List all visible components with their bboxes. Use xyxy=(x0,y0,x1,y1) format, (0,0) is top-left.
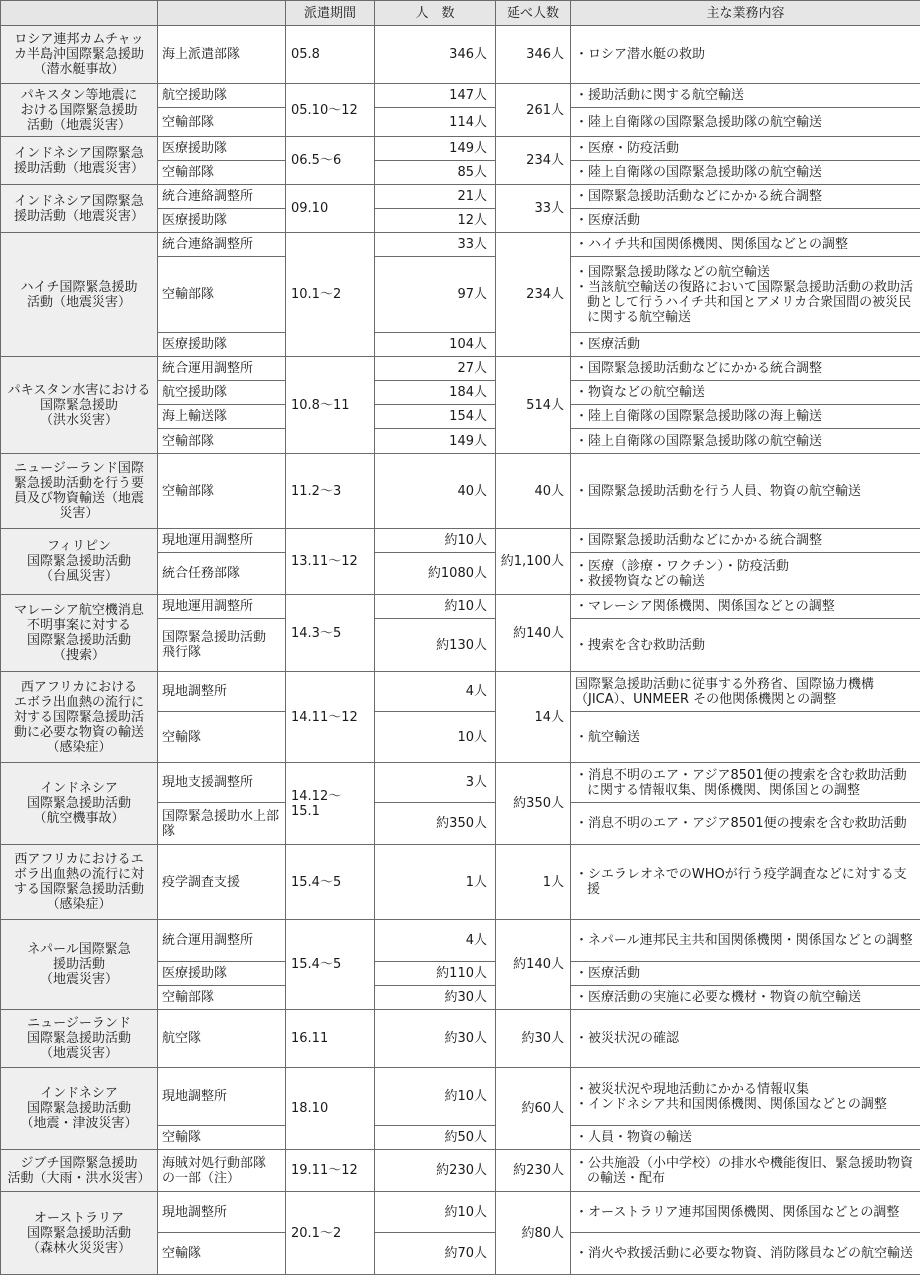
table-row xyxy=(1,529,920,553)
event-name-line: （航空機事故） xyxy=(33,811,125,826)
personnel-count: 約10人 xyxy=(375,529,496,553)
total-personnel: 346人 xyxy=(496,26,571,84)
duty-item: ・消火や救援活動に必要な物資、消防隊員などの航空輸送 xyxy=(575,1246,914,1261)
event-name-cell xyxy=(1,1150,158,1192)
event-name-line: ニュージーランド xyxy=(27,1016,131,1031)
table-row xyxy=(1,1068,920,1126)
event-name-line: インドネシア国際緊急 xyxy=(14,193,144,209)
table-row xyxy=(1,357,920,381)
main-duties-cell xyxy=(571,962,920,986)
unit-name-cell xyxy=(158,553,286,595)
unit-name-line: 飛行隊 xyxy=(162,645,202,660)
header-period: 派遣期間 xyxy=(286,1,375,26)
main-duties-cell xyxy=(571,529,920,553)
unit-name-cell xyxy=(158,803,286,845)
personnel-count: 33人 xyxy=(375,233,496,257)
event-name-line: インドネシア国際緊急 xyxy=(14,145,144,161)
event-name-cell xyxy=(1,1010,158,1068)
dispatch-period: 11.2～3 xyxy=(286,454,375,529)
main-duties-cell xyxy=(571,161,920,185)
event-name-cell xyxy=(1,233,158,357)
duty-item: ・医療・防疫活動 xyxy=(575,141,680,156)
duty-item: ・捜索を含む救助活動 xyxy=(575,637,706,653)
unit-name-line: 医療援助隊 xyxy=(162,213,228,228)
personnel-count: 約30人 xyxy=(375,1010,496,1068)
personnel-count: 約70人 xyxy=(375,1233,496,1275)
event-name-line: インドネシア xyxy=(40,1086,118,1101)
event-name-line: マレーシア航空機消息 xyxy=(14,603,144,618)
total-personnel: 1人 xyxy=(496,845,571,920)
personnel-count: 約30人 xyxy=(375,986,496,1010)
dispatch-period: 15.4～5 xyxy=(286,845,375,920)
dispatch-period: 09.10 xyxy=(286,185,375,233)
event-name-cell xyxy=(1,454,158,529)
duty-item: ・医療活動 xyxy=(575,337,641,352)
event-name-line: （地震災害） xyxy=(39,972,118,987)
main-duties-cell xyxy=(571,763,920,803)
unit-name-line: 現地調整所 xyxy=(162,1204,228,1220)
event-name-line: 国際緊急援助活動 xyxy=(26,633,131,648)
unit-name-line: の一部（注） xyxy=(162,1170,241,1186)
table-row xyxy=(1,454,920,529)
personnel-count: 約50人 xyxy=(375,1126,496,1150)
event-name-line: 援助活動（地震災害） xyxy=(13,160,144,176)
total-personnel: 約1,100人 xyxy=(496,529,571,595)
unit-name-cell xyxy=(158,84,286,108)
total-personnel: 14人 xyxy=(496,672,571,763)
unit-name-cell xyxy=(158,454,286,529)
main-duties-cell xyxy=(571,672,920,712)
main-duties-cell xyxy=(571,986,920,1010)
unit-name-cell xyxy=(158,405,286,429)
duty-item: ・国際緊急援助活動を行う人員、物資の航空輸送 xyxy=(575,483,862,499)
unit-name-cell xyxy=(158,1150,286,1192)
total-personnel: 約140人 xyxy=(496,920,571,1010)
unit-name-cell xyxy=(158,185,286,209)
duty-item: ・国際緊急援助隊などの航空輸送 xyxy=(575,264,771,280)
main-duties-cell xyxy=(571,712,920,763)
personnel-count: 149人 xyxy=(375,137,496,161)
duty-item: ・陸上自衛隊の国際緊急援助隊の航空輸送 xyxy=(575,433,823,449)
table-row xyxy=(1,672,920,712)
event-name-line: 援助活動 xyxy=(52,957,105,972)
main-duties-cell xyxy=(571,185,920,209)
event-name-cell xyxy=(1,84,158,137)
event-name-line: オーストラリア xyxy=(33,1210,125,1226)
unit-name-line: 現地運用調整所 xyxy=(162,533,254,548)
duty-item: ・人員・物資の輸送 xyxy=(575,1130,693,1145)
personnel-count: 40人 xyxy=(375,454,496,529)
personnel-count: 27人 xyxy=(375,357,496,381)
main-duties-cell xyxy=(571,553,920,595)
table-row xyxy=(1,233,920,257)
unit-name-cell xyxy=(158,1126,286,1150)
total-personnel: 514人 xyxy=(496,357,571,454)
unit-name-cell xyxy=(158,233,286,257)
duty-item: ・航空輸送 xyxy=(575,729,641,745)
personnel-count: 約10人 xyxy=(375,1192,496,1233)
personnel-count: 104人 xyxy=(375,333,496,357)
personnel-count: 85人 xyxy=(375,161,496,185)
event-name-line: 国際緊急援助活動 xyxy=(26,796,131,811)
duty-item: ・消息不明のエア・アジア8501便の捜索を含む救助活動に関する情報収集、関係機関、関係国との調整 xyxy=(575,767,907,798)
main-duties-cell xyxy=(571,619,920,672)
unit-name-cell xyxy=(158,209,286,233)
dispatch-period: 14.12～15.1 xyxy=(286,763,375,845)
event-name-line: 援助活動（地震災害） xyxy=(13,208,144,224)
event-name-line: （洪水災害） xyxy=(39,412,118,428)
unit-name-cell xyxy=(158,108,286,137)
unit-name-line: 空輸部隊 xyxy=(162,990,215,1005)
main-duties-cell xyxy=(571,84,920,108)
unit-name-line: 現地支援調整所 xyxy=(162,775,254,790)
event-name-line: する国際緊急援助活動 xyxy=(13,882,144,897)
duty-item: ・公共施設（小中学校）の排水や機能復旧、緊急援助物資の輸送・配布 xyxy=(575,1155,914,1186)
event-name-line: 不明事案に対する xyxy=(26,618,131,633)
event-name-line: 対する国際緊急援助活 xyxy=(13,709,144,725)
dispatch-period: 10.1～2 xyxy=(286,233,375,357)
main-duties-cell xyxy=(571,26,920,84)
event-name-line: 国際緊急援助活動 xyxy=(26,1225,131,1241)
personnel-count: 97人 xyxy=(375,257,496,333)
event-name-line: 国際緊急援助 xyxy=(39,397,118,413)
unit-name-cell xyxy=(158,257,286,333)
unit-name-line: 現地調整所 xyxy=(162,684,228,699)
total-personnel: 約350人 xyxy=(496,763,571,845)
main-duties-cell xyxy=(571,1150,920,1192)
event-name-line: ハイチ国際緊急援助 xyxy=(20,279,138,295)
dispatch-period: 05.10～12 xyxy=(286,84,375,137)
unit-name-line: 航空援助隊 xyxy=(162,88,228,103)
dispatch-period: 16.11 xyxy=(286,1010,375,1068)
header-unit xyxy=(158,1,286,26)
duty-item: ・当該航空輸送の復路において国際緊急援助活動の救助活動として行うハイチ共和国とアメリカ合衆国間の被災民に関する航空輸送 xyxy=(575,279,914,325)
personnel-count: 約1080人 xyxy=(375,553,496,595)
unit-name-line: 医療援助隊 xyxy=(162,337,228,352)
unit-name-cell xyxy=(158,333,286,357)
table-row xyxy=(1,763,920,803)
event-name-line: （感染症） xyxy=(46,739,112,755)
unit-name-cell xyxy=(158,986,286,1010)
duty-item: ・医療（診療・ワクチン）・防疫活動 xyxy=(575,558,789,574)
dispatch-period: 05.8 xyxy=(286,26,375,84)
event-name-line: （潜水艇事故） xyxy=(33,62,125,77)
personnel-count: 約110人 xyxy=(375,962,496,986)
unit-name-line: 統合任務部隊 xyxy=(162,566,241,581)
table-row xyxy=(1,845,920,920)
event-name-cell xyxy=(1,1192,158,1275)
personnel-count: 10人 xyxy=(375,712,496,763)
event-name-cell xyxy=(1,26,158,84)
event-name-cell xyxy=(1,595,158,672)
main-duties-cell xyxy=(571,595,920,619)
unit-name-line: 国際緊急援助水上部隊 xyxy=(162,808,280,839)
event-name-line: 活動（地震災害） xyxy=(26,117,131,133)
table-row xyxy=(1,1192,920,1233)
event-name-line: パキスタン水害における xyxy=(7,382,151,398)
duty-item: ・国際緊急援助活動などにかかる統合調整 xyxy=(575,533,823,548)
unit-name-cell xyxy=(158,619,286,672)
unit-name-line: 空輸部隊 xyxy=(162,483,215,499)
unit-name-line: 海賊対処行動部隊 xyxy=(162,1155,267,1171)
event-name-line: （台風災害） xyxy=(39,569,118,584)
duty-item: ・陸上自衛隊の国際緊急援助隊の海上輸送 xyxy=(575,409,823,424)
unit-name-cell xyxy=(158,429,286,454)
duty-item: ・医療活動 xyxy=(575,213,641,228)
unit-name-line: 疫学調査支援 xyxy=(162,874,241,890)
unit-name-cell xyxy=(158,161,286,185)
header-row xyxy=(1,1,920,26)
event-name-line: パキスタン等地震に xyxy=(20,87,138,103)
main-duties-cell xyxy=(571,405,920,429)
unit-name-cell xyxy=(158,26,286,84)
event-name-line: エボラ出血熱の流行に xyxy=(13,694,144,710)
unit-name-cell xyxy=(158,1233,286,1275)
unit-name-line: 空輸部隊 xyxy=(162,287,215,302)
main-duties-cell xyxy=(571,429,920,454)
unit-name-line: 空輸部隊 xyxy=(162,433,215,449)
personnel-count: 21人 xyxy=(375,185,496,209)
personnel-count: 149人 xyxy=(375,429,496,454)
duty-item: ・ネパール連邦民主共和国関係機関・関係国などとの調整 xyxy=(575,933,913,948)
main-duties-cell xyxy=(571,920,920,962)
event-name-line: ネパール国際緊急 xyxy=(27,942,131,957)
personnel-count: 1人 xyxy=(375,845,496,920)
personnel-count: 約130人 xyxy=(375,619,496,672)
unit-name-line: 国際緊急援助活動 xyxy=(162,630,267,645)
dispatch-period: 18.10 xyxy=(286,1068,375,1150)
event-name-line: 西アフリカにおける xyxy=(20,679,138,695)
personnel-count: 約230人 xyxy=(375,1150,496,1192)
main-duties-cell xyxy=(571,1010,920,1068)
event-name-line: インドネシア xyxy=(40,781,118,796)
table-row xyxy=(1,1150,920,1192)
duty-item: ・国際緊急援助活動などにかかる統合調整 xyxy=(575,361,823,376)
unit-name-line: 空輸部隊 xyxy=(162,165,215,180)
unit-name-cell xyxy=(158,357,286,381)
event-name-cell xyxy=(1,1068,158,1150)
event-name-cell xyxy=(1,529,158,595)
unit-name-cell xyxy=(158,712,286,763)
unit-name-cell xyxy=(158,672,286,712)
dispatch-period: 13.11～12 xyxy=(286,529,375,595)
unit-name-line: 空輸隊 xyxy=(162,1246,202,1261)
duty-item: ・陸上自衛隊の国際緊急援助隊の航空輸送 xyxy=(575,114,823,130)
table-row xyxy=(1,920,920,962)
total-personnel: 33人 xyxy=(496,185,571,233)
duty-item: ・陸上自衛隊の国際緊急援助隊の航空輸送 xyxy=(575,165,823,180)
event-name-cell xyxy=(1,763,158,845)
unit-name-cell xyxy=(158,1010,286,1068)
main-duties-cell xyxy=(571,803,920,845)
main-duties-cell xyxy=(571,209,920,233)
unit-name-cell xyxy=(158,845,286,920)
unit-name-line: 空輸隊 xyxy=(162,729,202,745)
main-duties-cell xyxy=(571,381,920,405)
dispatch-period: 14.11～12 xyxy=(286,672,375,763)
personnel-count: 約10人 xyxy=(375,595,496,619)
total-personnel: 約60人 xyxy=(496,1068,571,1150)
unit-name-line: 海上輸送隊 xyxy=(162,409,228,424)
event-name-line: ニュージーランド国際 xyxy=(14,461,144,476)
unit-name-cell xyxy=(158,763,286,803)
table-body xyxy=(1,26,920,1275)
event-name-line: （捜索） xyxy=(52,648,105,663)
duty-item: ・ロシア潜水艇の救助 xyxy=(575,47,706,62)
dispatch-period: 14.3～5 xyxy=(286,595,375,672)
duty-item: ・被災状況の確認 xyxy=(575,1031,680,1046)
table-row xyxy=(1,1010,920,1068)
personnel-count: 約10人 xyxy=(375,1068,496,1126)
total-personnel: 234人 xyxy=(496,137,571,185)
unit-name-cell xyxy=(158,529,286,553)
dispatch-period: 06.5～6 xyxy=(286,137,375,185)
duty-item: ・物資などの航空輸送 xyxy=(575,385,706,400)
duty-item: ・国際緊急援助活動などにかかる統合調整 xyxy=(575,189,823,204)
total-personnel: 約230人 xyxy=(496,1150,571,1192)
header-personnel: 人 数 xyxy=(375,1,496,26)
unit-name-line: 現地調整所 xyxy=(162,1089,228,1104)
personnel-count: 114人 xyxy=(375,108,496,137)
unit-name-line: 航空隊 xyxy=(162,1031,202,1046)
dispatch-period: 10.8～11 xyxy=(286,357,375,454)
event-name-line: 国際緊急援助活動 xyxy=(26,1031,131,1046)
duty-item: ・救援物資などの輸送 xyxy=(575,573,706,589)
event-name-cell xyxy=(1,357,158,454)
total-personnel: 約30人 xyxy=(496,1010,571,1068)
duty-item: ・消息不明のエア・アジア8501便の捜索を含む救助活動 xyxy=(575,816,907,831)
duty-item: ・被災状況や現地活動にかかる情報収集 xyxy=(575,1081,810,1097)
event-name-cell xyxy=(1,845,158,920)
main-duties-cell xyxy=(571,357,920,381)
event-name-line: 災害） xyxy=(59,506,99,521)
event-name-line: （地震・津波災害） xyxy=(20,1116,138,1131)
table-row xyxy=(1,84,920,108)
total-personnel: 234人 xyxy=(496,233,571,357)
header-total-personnel: 延べ人数 xyxy=(496,1,571,26)
header-event xyxy=(1,1,158,26)
unit-name-line: 統合運用調整所 xyxy=(162,361,254,376)
event-name-cell xyxy=(1,185,158,233)
main-duties-cell xyxy=(571,257,920,333)
main-duties-cell xyxy=(571,108,920,137)
duty-item: ・インドネシア共和国関係機関、関係国などとの調整 xyxy=(575,1096,887,1112)
duty-item: ・オーストラリア連邦国関係機関、関係国などとの調整 xyxy=(575,1204,900,1220)
unit-name-line: 空輸隊 xyxy=(162,1130,202,1145)
dispatch-period: 19.11～12 xyxy=(286,1150,375,1192)
unit-name-cell xyxy=(158,962,286,986)
unit-name-line: 航空援助隊 xyxy=(162,385,228,400)
main-duties-cell xyxy=(571,1068,920,1126)
duty-item: 国際緊急援助活動に従事する外務省、国際協力機構（JICA）、UNMEER その他関係機関との調整 xyxy=(575,676,875,707)
header-main-duties: 主な業務内容 xyxy=(571,1,920,26)
total-personnel: 261人 xyxy=(496,84,571,137)
table-row xyxy=(1,137,920,161)
event-name-cell xyxy=(1,920,158,1010)
unit-name-cell xyxy=(158,1068,286,1126)
unit-name-cell xyxy=(158,381,286,405)
duty-item: ・医療活動の実施に必要な機材・物資の航空輸送 xyxy=(575,990,862,1005)
event-name-cell xyxy=(1,137,158,185)
personnel-count: 4人 xyxy=(375,920,496,962)
event-name-line: 国際緊急援助活動 xyxy=(26,554,131,569)
event-name-line: 動に必要な物資の輸送 xyxy=(13,724,144,740)
main-duties-cell xyxy=(571,1126,920,1150)
personnel-count: 184人 xyxy=(375,381,496,405)
personnel-count: 154人 xyxy=(375,405,496,429)
main-duties-cell xyxy=(571,1192,920,1233)
main-duties-cell xyxy=(571,137,920,161)
unit-name-line: 統合運用調整所 xyxy=(162,933,254,948)
table-row xyxy=(1,185,920,209)
unit-name-line: 医療援助隊 xyxy=(162,141,228,156)
event-name-line: 活動（地震災害） xyxy=(26,294,131,310)
unit-name-cell xyxy=(158,137,286,161)
personnel-count: 147人 xyxy=(375,84,496,108)
unit-name-cell xyxy=(158,920,286,962)
event-name-line: ジブチ国際緊急援助 xyxy=(20,1155,138,1171)
unit-name-line: 統合連絡調整所 xyxy=(162,237,254,252)
event-name-line: フィリピン xyxy=(47,539,111,554)
unit-name-line: 医療援助隊 xyxy=(162,966,228,981)
event-name-cell xyxy=(1,672,158,763)
unit-name-line: 統合連絡調整所 xyxy=(162,189,254,204)
main-duties-cell xyxy=(571,454,920,529)
total-personnel: 約140人 xyxy=(496,595,571,672)
dispatch-period: 20.1～2 xyxy=(286,1192,375,1275)
event-name-line: （森林火災災害） xyxy=(26,1240,131,1256)
unit-name-cell xyxy=(158,1192,286,1233)
unit-name-cell xyxy=(158,595,286,619)
event-name-line: （地震災害） xyxy=(39,1046,118,1061)
personnel-count: 約350人 xyxy=(375,803,496,845)
event-name-line: （感染症） xyxy=(46,897,112,912)
duty-item: ・援助活動に関する航空輸送 xyxy=(575,88,745,103)
event-name-line: 国際緊急援助活動 xyxy=(26,1101,131,1116)
unit-name-line: 空輸部隊 xyxy=(162,114,215,130)
table-row xyxy=(1,595,920,619)
personnel-count: 3人 xyxy=(375,763,496,803)
personnel-count: 4人 xyxy=(375,672,496,712)
total-personnel: 40人 xyxy=(496,454,571,529)
main-duties-cell xyxy=(571,233,920,257)
unit-name-line: 現地運用調整所 xyxy=(162,599,254,614)
unit-name-line: 海上派遣部隊 xyxy=(162,47,241,62)
dispatch-period: 15.4～5 xyxy=(286,920,375,1010)
duty-item: ・ハイチ共和国関係機関、関係国などとの調整 xyxy=(575,237,849,252)
event-name-line: 西アフリカにおけるエ xyxy=(14,852,144,867)
duty-item: ・医療活動 xyxy=(575,966,641,981)
main-duties-cell xyxy=(571,845,920,920)
main-duties-cell xyxy=(571,1233,920,1275)
event-name-line: ロシア連邦カムチャッ xyxy=(14,32,144,47)
event-name-line: おける国際緊急援助 xyxy=(20,102,138,118)
duty-item: ・マレーシア関係機関、関係国などとの調整 xyxy=(575,599,835,614)
main-duties-cell xyxy=(571,333,920,357)
event-name-line: カ半島沖国際緊急援助 xyxy=(13,47,144,62)
duty-item: ・シエラレオネでのWHOが行う疫学調査などに対する支援 xyxy=(575,867,907,897)
table-row xyxy=(1,26,920,84)
event-name-line: 員及び物資輸送（地震 xyxy=(13,491,144,506)
total-personnel: 約80人 xyxy=(496,1192,571,1275)
event-name-line: ボラ出血熱の流行に対 xyxy=(13,867,144,882)
personnel-count: 346人 xyxy=(375,26,496,84)
personnel-count: 12人 xyxy=(375,209,496,233)
event-name-line: 緊急援助活動を行う要 xyxy=(13,476,144,491)
event-name-line: 活動（大雨・洪水災害） xyxy=(7,1170,151,1186)
